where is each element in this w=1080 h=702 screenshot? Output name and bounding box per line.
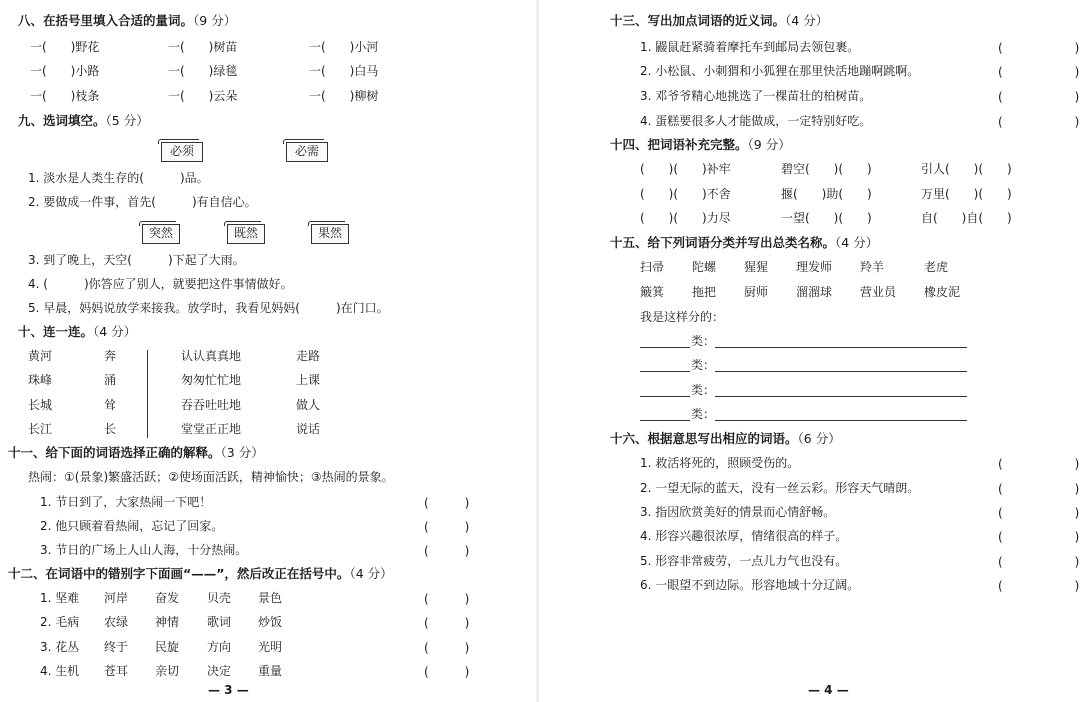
blank-line [640, 396, 690, 397]
s12-word: 3. 花丛 [40, 640, 80, 654]
s15-word: 猩猩 [744, 260, 769, 274]
section-8-title: 八、在括号里填入合适的量词。（9 分） [18, 13, 237, 28]
s12-word: 歌词 [207, 615, 232, 629]
word-card: 必须 [161, 142, 203, 162]
s8-item: 一( )云朵 [168, 89, 238, 103]
answer-paren: ( ) [998, 115, 1080, 129]
s12-word: 景色 [258, 591, 283, 605]
s15-word: 溜溜球 [796, 285, 833, 299]
s15-word: 陀螺 [692, 260, 717, 274]
blank-line [640, 371, 690, 372]
s8-item: 一( )小河 [309, 40, 379, 54]
s15-word: 营业员 [860, 285, 897, 299]
s11-item: 3. 节日的广场上人山人海，十分热闹。 [40, 543, 248, 557]
match-word: 涌 [104, 373, 117, 387]
s12-word: 奋发 [155, 591, 180, 605]
s12-word: 方向 [207, 640, 232, 654]
match-word: 耸 [104, 398, 117, 412]
s12-word: 苍耳 [104, 664, 129, 678]
s16-item: 5. 形容非常疲劳，一点儿力气也没有。 [640, 554, 848, 568]
blank-line [715, 347, 967, 348]
s9-item: 3. 到了晚上，天空( )下起了大雨。 [28, 253, 245, 267]
s12-word: 农绿 [104, 615, 129, 629]
s14-item: 自( )自( ) [921, 211, 1012, 225]
answer-paren: ( ) [998, 482, 1080, 496]
s12-word: 2. 毛病 [40, 615, 80, 629]
s15-word: 橡皮泥 [924, 285, 961, 299]
match-word: 认认真真地 [181, 349, 242, 363]
section-14-title: 十四、把词语补充完整。（9 分） [610, 137, 791, 152]
s14-item: 一望( )( ) [781, 211, 872, 225]
answer-paren: ( ) [998, 530, 1080, 544]
s9-item: 5. 早晨，妈妈说放学来接我。放学时，我看见妈妈( )在门口。 [28, 301, 389, 315]
s13-item: 4. 蛋糕要很多人才能做成，一定特别好吃。 [640, 114, 872, 128]
s9-item: 1. 淡水是人类生存的( )品。 [28, 171, 209, 185]
blank-line [640, 347, 690, 348]
s12-word: 决定 [207, 664, 232, 678]
s15-word: 理发师 [796, 260, 833, 274]
s12-word: 重量 [258, 664, 283, 678]
answer-paren: ( ) [998, 90, 1080, 104]
s16-item: 2. 一望无际的蓝天，没有一丝云彩。形容天气晴朗。 [640, 481, 920, 495]
class-label: 类： [691, 334, 716, 348]
match-word: 做人 [296, 398, 321, 412]
s15-word: 簸箕 [640, 285, 665, 299]
s16-item: 1. 救活将死的，照顾受伤的。 [640, 456, 800, 470]
s12-word: 光明 [258, 640, 283, 654]
answer-paren: ( ) [424, 665, 470, 679]
match-word: 长江 [28, 422, 53, 436]
section-11-title: 十一、给下面的词语选择正确的解释。（3 分） [8, 445, 264, 460]
s8-item: 一( )白马 [309, 64, 379, 78]
s15-word: 厨师 [744, 285, 769, 299]
answer-paren: ( ) [424, 616, 470, 630]
divider-line [147, 350, 148, 438]
s14-item: 引人( )( ) [921, 162, 1012, 176]
s12-word: 炒饭 [258, 615, 283, 629]
answer-paren: ( ) [998, 65, 1080, 79]
section-10-title: 十、连一连。（4 分） [18, 324, 137, 339]
s8-item: 一( )野花 [30, 40, 100, 54]
s9-item: 4. ( )你答应了别人，就要把这件事情做好。 [28, 277, 293, 291]
match-word: 上课 [296, 373, 321, 387]
section-9-title: 九、选词填空。（5 分） [18, 113, 149, 128]
match-word: 堂堂正正地 [181, 422, 242, 436]
s11-item: 2. 他只顾着看热闹，忘记了回家。 [40, 519, 224, 533]
s14-item: 万里( )( ) [921, 187, 1012, 201]
section-12-title: 十二、在词语中的错别字下面画“——”，然后改正在括号中。（4 分） [8, 566, 393, 581]
blank-line [640, 420, 690, 421]
s15-word: 老虎 [924, 260, 949, 274]
s12-word: 亲切 [155, 664, 180, 678]
s12-word: 终于 [104, 640, 129, 654]
word-card: 既然 [227, 224, 265, 244]
match-word: 走路 [296, 349, 321, 363]
section-13-title: 十三、写出加点词语的近义词。（4 分） [610, 13, 829, 28]
page-number: — 3 — [208, 683, 249, 697]
s13-item: 3. 邓爷爷精心地挑选了一棵苗壮的柏树苗。 [640, 89, 872, 103]
answer-paren: ( ) [424, 520, 470, 534]
blank-line [715, 396, 967, 397]
s12-word: 民旋 [155, 640, 180, 654]
match-word: 珠峰 [28, 373, 53, 387]
s16-item: 3. 指因欣赏美好的情景而心情舒畅。 [640, 505, 836, 519]
s12-word: 4. 生机 [40, 664, 80, 678]
s12-word: 神情 [155, 615, 180, 629]
answer-paren: ( ) [424, 641, 470, 655]
s12-word: 河岸 [104, 591, 129, 605]
match-word: 长 [104, 422, 117, 436]
answer-paren: ( ) [998, 506, 1080, 520]
section-15-title: 十五、给下列词语分类并写出总类名称。（4 分） [610, 235, 879, 250]
s12-word: 1. 坚难 [40, 591, 80, 605]
word-card: 突然 [142, 224, 180, 244]
class-label: 类： [691, 358, 716, 372]
class-label: 类： [691, 407, 716, 421]
s14-item: ( )( )不舍 [640, 187, 731, 201]
answer-paren: ( ) [424, 592, 470, 606]
s12-word: 贝壳 [207, 591, 232, 605]
match-word: 黄河 [28, 349, 53, 363]
s15-word: 羚羊 [860, 260, 885, 274]
page-4 [540, 0, 1080, 702]
s16-item: 4. 形容兴趣很浓厚，情绪很高的样子。 [640, 529, 848, 543]
s8-item: 一( )柳树 [309, 89, 379, 103]
blank-line [715, 371, 967, 372]
s15-word: 拖把 [692, 285, 717, 299]
match-word: 长城 [28, 398, 53, 412]
s15-word: 扫帚 [640, 260, 665, 274]
word-card: 果然 [311, 224, 349, 244]
blank-line [715, 420, 967, 421]
s16-item: 6. 一眼望不到边际。形容地域十分辽阔。 [640, 578, 860, 592]
answer-paren: ( ) [998, 457, 1080, 471]
answer-paren: ( ) [998, 41, 1080, 55]
s13-item: 2. 小松鼠、小刺猬和小狐狸在那里快活地蹦啊跳啊。 [640, 64, 920, 78]
s11-item: 1. 节日到了，大家热闹一下吧！ [40, 495, 212, 509]
class-label: 类： [691, 383, 716, 397]
s8-item: 一( )绿毯 [168, 64, 238, 78]
s14-item: 揠( )助( ) [781, 187, 872, 201]
section-16-title: 十六、根据意思写出相应的词语。（6 分） [610, 431, 841, 446]
s8-item: 一( )小路 [30, 64, 100, 78]
match-word: 匆匆忙忙地 [181, 373, 242, 387]
match-word: 奔 [104, 349, 117, 363]
s15-prompt: 我是这样分的： [640, 310, 725, 324]
s8-item: 一( )枝条 [30, 89, 100, 103]
s14-item: ( )( )力尽 [640, 211, 731, 225]
page-number: — 4 — [808, 683, 849, 697]
s9-item: 2. 要做成一件事，首先( )有自信心。 [28, 195, 257, 209]
s14-item: 碧空( )( ) [781, 162, 872, 176]
match-word: 吞吞吐吐地 [181, 398, 242, 412]
page-3 [0, 0, 538, 702]
answer-paren: ( ) [998, 579, 1080, 593]
s11-intro: 热闹：①(景象)繁盛活跃；②使场面活跃，精神愉快；③热闹的景象。 [28, 470, 394, 484]
answer-paren: ( ) [998, 555, 1080, 569]
match-word: 说话 [296, 422, 321, 436]
s13-item: 1. 鼹鼠赶紧骑着摩托车到邮局去领包裹。 [640, 40, 860, 54]
word-card: 必需 [286, 142, 328, 162]
answer-paren: ( ) [424, 544, 470, 558]
s8-item: 一( )树苗 [168, 40, 238, 54]
s14-item: ( )( )补牢 [640, 162, 731, 176]
answer-paren: ( ) [424, 496, 470, 510]
